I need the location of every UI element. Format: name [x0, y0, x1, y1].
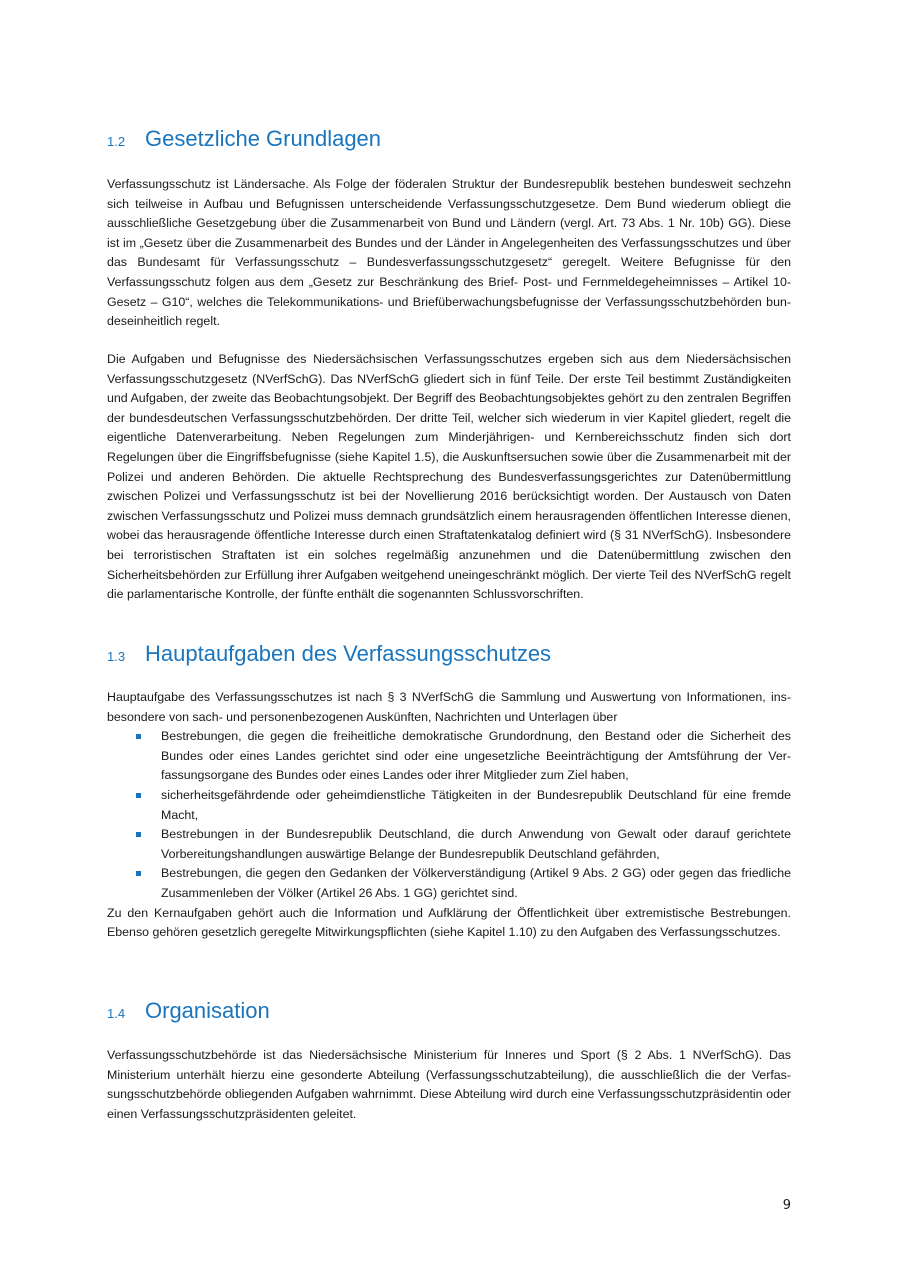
- list-item: [107, 786, 791, 825]
- section-heading-1-2: [107, 126, 381, 152]
- page-number: 9: [782, 1198, 791, 1213]
- list-item-text: Bestrebungen, die gegen die freiheitliche demokratische Grundordnung, den Bestand oder die Sicherheit des Bundes oder eines Landes gerichtet sind oder eine ungesetzliche Beeinträchtigung der Amtsführung der Verfassungsorgane des Bundes oder eines Landes oder ihrer Mitglieder zum Ziel haben,: [161, 729, 791, 783]
- bullet-square-icon: [136, 734, 141, 739]
- list-item: [107, 864, 791, 903]
- section-number: 1.2: [107, 134, 126, 149]
- section-title: Hauptaufgaben des Verfassungsschutzes: [145, 641, 552, 666]
- section-title: Organisation: [145, 998, 270, 1023]
- paragraph: Verfassungsschutz ist Ländersache. Als Folge der föderalen Struktur der Bundesrepublik bestehen bundesweit sechzehn sich teilweise in Aufbau und Befugnissen unterscheidende Verfassungsschutzgesetze. Dem Bund wiederum obliegt die ausschließliche Gesetzgebung über die Zusammenarbeit von Bund und Ländern (vergl. Art. 73 Abs. 1 Nr. 10b) GG). Diese ist im „Gesetz über die Zusammenarbeit des Bundes und der Länder in Angelegenheiten des Verfassungsschutzes und über das Bundesamt für Verfassungsschutz – Bundesverfassungsschutzgesetz“ geregelt. Weitere Befugnisse für den Verfassungsschutz folgen aus dem „Gesetz zur Beschränkung des Brief- Post- und Fernmeldegeheimnisses – Artikel 10-Gesetz – G10“, welches die Telekommunikations- und Briefüberwachungsbefugnisse der Verfassungsschutzbehörden bundeseinheitlich regelt.: [107, 177, 791, 329]
- section-number: 1.4: [107, 1006, 126, 1021]
- list-item: [107, 727, 791, 786]
- paragraph: Verfassungsschutzbehörde ist das Niedersächsische Ministerium für Inneres und Sport (§ 2 Abs. 1 NVerfSchG). Das Ministerium unterhält hierzu eine gesonderte Abteilung (Verfassungsschutzabteilung), die ausschließlich die der Verfassungsschutzbehörde obliegenden Aufgaben wahrnimmt. Diese Abteilung wird durch eine Verfassungsschutzpräsidentin oder einen Verfassungsschutzpräsidenten geleitet.: [107, 1048, 791, 1121]
- section-number: 1.3: [107, 649, 126, 664]
- paragraph: Die Aufgaben und Befugnisse des Niedersächsischen Verfassungsschutzes ergeben sich aus dem Niedersächsischen Verfassungsschutzgesetz (NVerfSchG). Das NVerfSchG gliedert sich in fünf Teile. Der erste Teil bestimmt Zuständigkeiten und Aufgaben, der zweite das Beobachtungsobjekt. Der Begriff des Beobachtungsobjektes gehört zu den zentralen Begriffen der bundesdeutschen Verfassungsschutzbehörden. Der dritte Teil, welcher sich wiederum in vier Kapitel gliedert, regelt die eigentliche Datenverarbeitung. Neben Regelungen zum Minderjährigen- und Kernbereichsschutz finden sich dort Regelungen über die Eingriffsbefugnisse (siehe Kapitel 1.5), die Auskunftsersuchen sowie über die Zusammenarbeit mit der Polizei und anderen Behörden. Die aktuelle Rechtsprechung des Bundesverfassungsgerichtes zur Datenübermittlung zwischen Polizei und Verfassungsschutz ist bei der Novellierung 2016 berücksichtigt worden. Der Austausch von Daten zwischen Verfassungsschutz und Polizei muss demnach grundsätzlich einem herausragenden öffentlichen Interesse dienen, wobei das herausragende öffentliche Interesse durch einen Straftatenkatalog definiert wird (§ 31 NVerfSchG). Insbesondere bei terroristischen Straftaten ist ein solches regelmäßig anzunehmen und die Datenübermittlung zwischen den Sicherheitsbehörden zur Erfüllung ihrer Aufgaben weitgehend uneingeschränkt möglich. Der vierte Teil des NVerfSchG regelt die parlamentarische Kontrolle, der fünfte enthält die sogenannten Schlussvorschriften.: [107, 352, 791, 602]
- bullet-square-icon: [136, 793, 141, 798]
- section-heading-1-3: [107, 641, 551, 667]
- section-body-1-3: [107, 688, 791, 943]
- bullet-square-icon: [136, 832, 141, 837]
- bullet-square-icon: [136, 871, 141, 876]
- section-title: Gesetzliche Grundlagen: [145, 126, 382, 151]
- section-heading-1-4: [107, 998, 270, 1024]
- list-item-text: Bestrebungen, die gegen den Gedanken der Völkerverständigung (Artikel 9 Abs. 2 GG) oder gegen das friedliche Zusammenleben der Völker (Artikel 26 Abs. 1 GG) gerichtet sind.: [161, 866, 791, 900]
- list-item-text: Bestrebungen in der Bundesrepublik Deutschland, die durch Anwendung von Gewalt oder darauf gerichtete Vorbereitungshandlungen auswärtige Belange der Bundesrepublik Deutschland gefährden,: [161, 827, 791, 861]
- list-item-text: sicherheitsgefährdende oder geheimdienstliche Tätigkeiten in der Bundesrepublik Deutschland für eine fremde Macht,: [161, 787, 791, 822]
- bullet-list: [107, 727, 791, 903]
- paragraph: Hauptaufgabe des Verfassungsschutzes ist nach § 3 NVerfSchG die Sammlung und Auswertung von Informationen, insbesondere von sach- und personenbezogenen Auskünften, Nachrichten und Unterlagen über: [107, 690, 791, 724]
- paragraph: Zu den Kernaufgaben gehört auch die Information und Aufklärung der Öffentlichkeit über extremistische Bestrebungen. Ebenso gehören gesetzlich geregelte Mitwirkungspflichten (siehe Kapitel 1.10) zu den Aufgaben des Verfassungsschutzes.: [107, 905, 791, 940]
- list-item: [107, 825, 791, 864]
